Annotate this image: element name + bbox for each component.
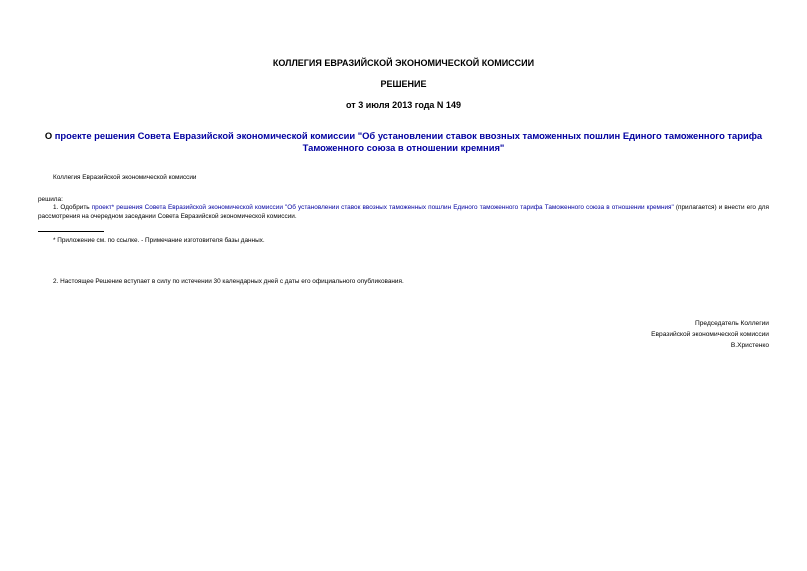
item-1-prefix: 1. Одобрить bbox=[53, 204, 92, 211]
signature-organization: Евразийской экономической комиссии bbox=[651, 331, 769, 338]
organization-heading: КОЛЛЕГИЯ ЕВРАЗИЙСКОЙ ЭКОНОМИЧЕСКОЙ КОМИССИИ bbox=[272, 58, 535, 68]
document-type-heading: РЕШЕНИЕ bbox=[380, 79, 427, 89]
document-title bbox=[40, 130, 767, 154]
signature-title: Председатель Коллегии bbox=[695, 320, 769, 327]
title-prefix: О bbox=[44, 130, 55, 141]
footnote-divider bbox=[38, 231, 104, 232]
intro-paragraph: Коллегия Евразийской экономической комиссии bbox=[53, 174, 197, 181]
item-1-link[interactable]: проект* решения Совета Евразийской экономической комиссии "Об установлении ставок ввозных таможенных пошлин Единого таможенного тарифа Таможенного союза в отношении кремния" bbox=[91, 204, 674, 211]
item-1-paragraph bbox=[38, 203, 769, 221]
date-number-heading: от 3 июля 2013 года N 149 bbox=[346, 100, 461, 110]
title-link-line2[interactable]: Таможенного союза в отношении кремния" bbox=[302, 142, 505, 153]
signature-name: В.Христенко bbox=[730, 342, 769, 349]
item-2-paragraph: 2. Настоящее Решение вступает в силу по истечении 30 календарных дней с даты его официального опубликования. bbox=[53, 278, 404, 285]
footnote-text: * Приложение см. по ссылке. - Примечание изготовителя базы данных. bbox=[53, 237, 265, 244]
item-1-suffix: (прилагается) и внести его для рассмотрения на очередном заседании Совета Евразийской экономической комиссии. bbox=[38, 204, 769, 220]
title-link-line1[interactable]: проекте решения Совета Евразийской экономической комиссии "Об установлении ставок ввозных таможенных пошлин Единого таможенного тарифа bbox=[54, 130, 763, 141]
decided-label: решила: bbox=[38, 196, 63, 203]
